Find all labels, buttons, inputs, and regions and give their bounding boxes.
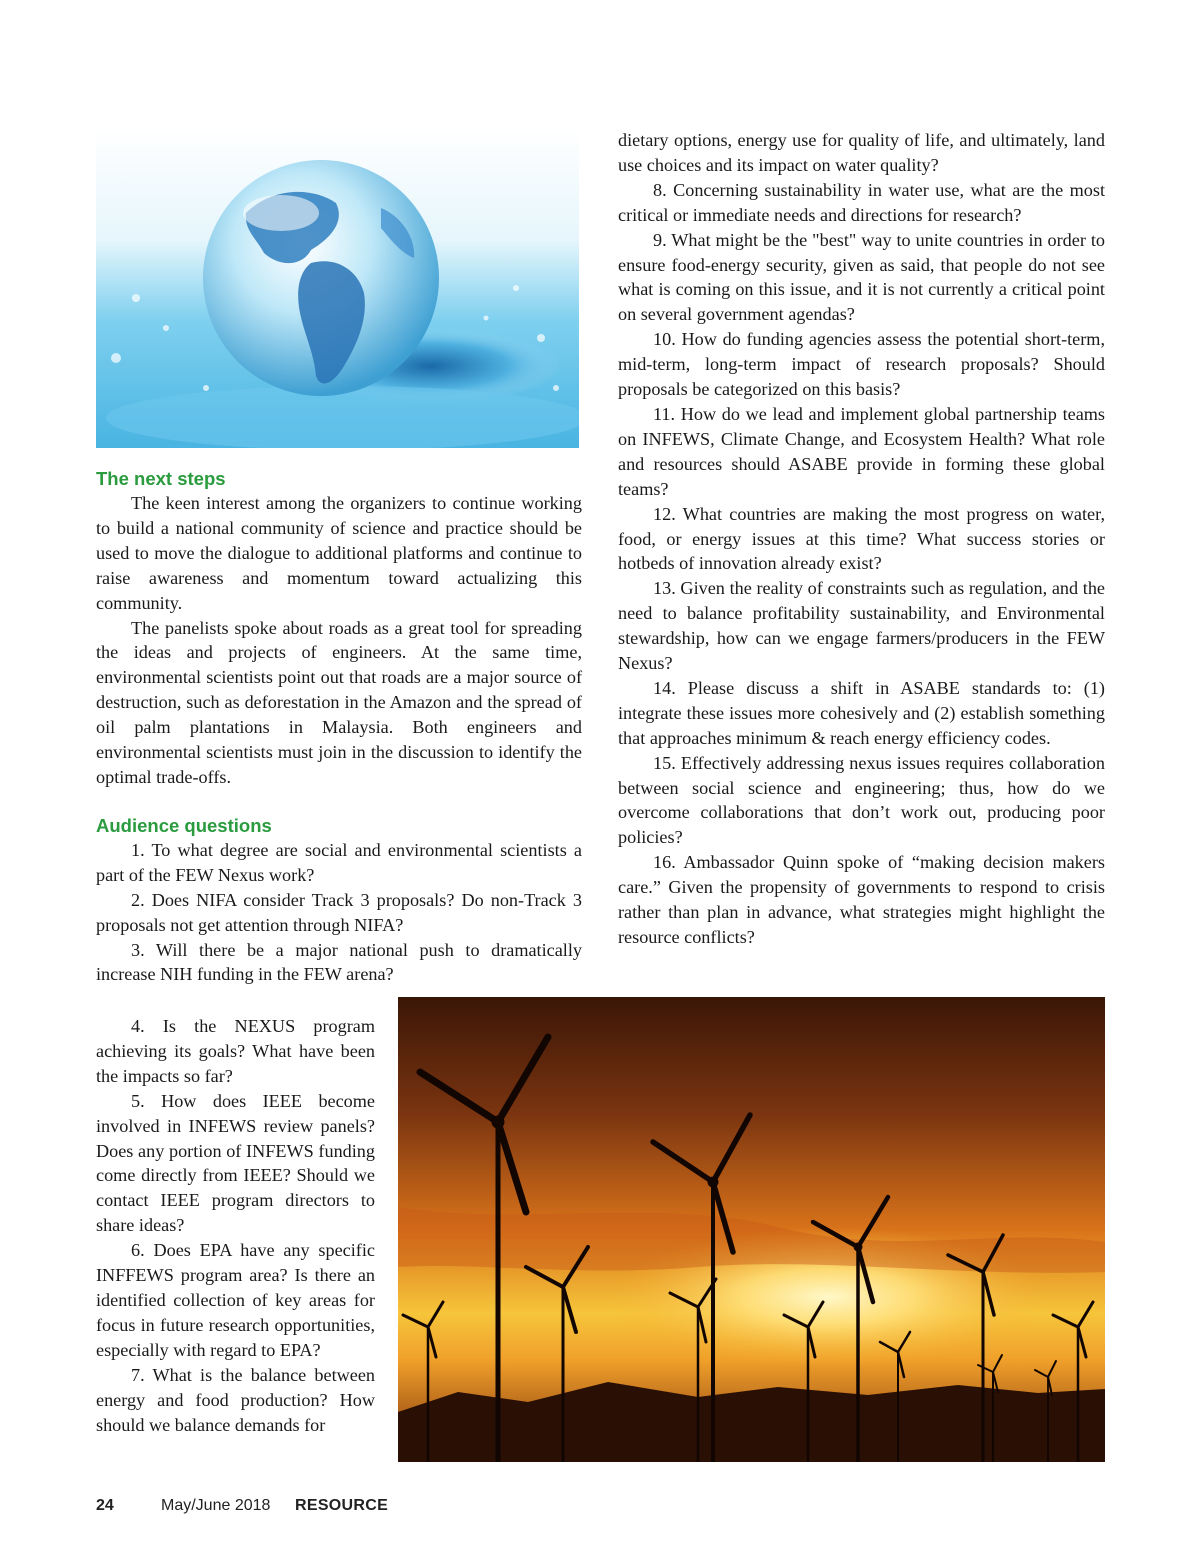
next-steps-heading: The next steps [96, 468, 226, 489]
question-3: 3. Will there be a major national push to dramatically increase NIH funding in the FEW arena? [96, 939, 582, 985]
audience-questions-heading: Audience questions [96, 814, 272, 836]
question-8: 8. Concerning sustainability in water use, what are the most critical or immediate needs and directions for research? [618, 179, 1105, 225]
question-1: 1. To what degree are social and environmental scientists a part of the FEW Nexus work? [96, 839, 582, 885]
left-text-column [96, 467, 582, 987]
question-7: 7. What is the balance between energy and food production? How should we balance demands for [96, 1364, 375, 1435]
narrow-text-column [96, 1014, 375, 1437]
question-6: 6. Does EPA have any specific INFFEWS program area? Is there an identified collection of key areas for focus in future research opportunities, especially with regard to EPA? [96, 1240, 375, 1360]
right-text-column [618, 128, 1105, 950]
question-15: 15. Effectively addressing nexus issues requires collaboration between social science and engineering; thus, how do we overcome collaborations that don’t work out, producing poor policies? [618, 752, 1105, 848]
magazine-name: RESOURCE [295, 1497, 389, 1514]
question-5: 5. How does IEEE become involved in INFEWS review panels? Does any portion of INFEWS funding come directly from IEEE? Should we contact IEEE program directors to share ideas? [96, 1090, 375, 1236]
question-7-continued: dietary options, energy use for quality of life, and ultimately, land use choices and its impact on water quality? [618, 130, 1105, 175]
question-13: 13. Given the reality of constraints such as regulation, and the need to balance profitability sustainability, and Environmental stewardship, how can we engage farmers/producers in the FEW Nexus? [618, 578, 1105, 674]
next-steps-paragraph-1: The keen interest among the organizers to continue working to build a national community of science and practice should be used to move the dialogue to additional platforms and continue to raise awareness and momentum toward actualizing this community. [96, 493, 582, 613]
question-10: 10. How do funding agencies assess the potential short-term, mid-term, long-term impact of research proposals? Should proposals be categorized on this basis? [618, 329, 1105, 400]
question-14: 14. Please discuss a shift in ASABE standards to: (1) integrate these issues more cohesively and (2) establish something that approaches minimum & reach energy efficiency codes. [618, 677, 1105, 748]
question-9: 9. What might be the "best" way to unite countries in order to ensure food-energy security, given as said, that people do not see what is coming on this issue, and it is not currently a critical point on several government agendas? [618, 229, 1105, 325]
question-11: 11. How do we lead and implement global partnership teams on INFEWS, Climate Change, and Ecosystem Health? What role and resources should ASABE provide in forming these global teams? [618, 403, 1105, 499]
question-12: 12. What countries are making the most progress on water, food, or energy issues at this time? What success stories or hotbeds of innovation already exist? [618, 503, 1105, 574]
issue-date: May/June 2018 [161, 1497, 271, 1514]
page-number: 24 [96, 1497, 114, 1514]
next-steps-paragraph-2: The panelists spoke about roads as a great tool for spreading the ideas and projects of engineers. At the same time, environmental scientists point out that roads are a major source of destruction, such as deforestation in the Amazon and the spread of oil palm plantations in Malaysia. Both engineers and environmental scientists must join in the discussion to identify the optimal trade-offs. [96, 617, 582, 787]
wind-turbines-sunset-photo [398, 997, 1105, 1462]
globe-water-photo [96, 128, 579, 448]
question-4: 4. Is the NEXUS program achieving its goals? What have been the impacts so far? [96, 1016, 375, 1086]
question-2: 2. Does NIFA consider Track 3 proposals? Do non-Track 3 proposals not get attention through NIFA? [96, 889, 582, 935]
question-16: 16. Ambassador Quinn spoke of “making decision makers care.” Given the propensity of governments to respond to crisis rather than plan in advance, what strategies might highlight the resource conflicts? [618, 852, 1105, 947]
